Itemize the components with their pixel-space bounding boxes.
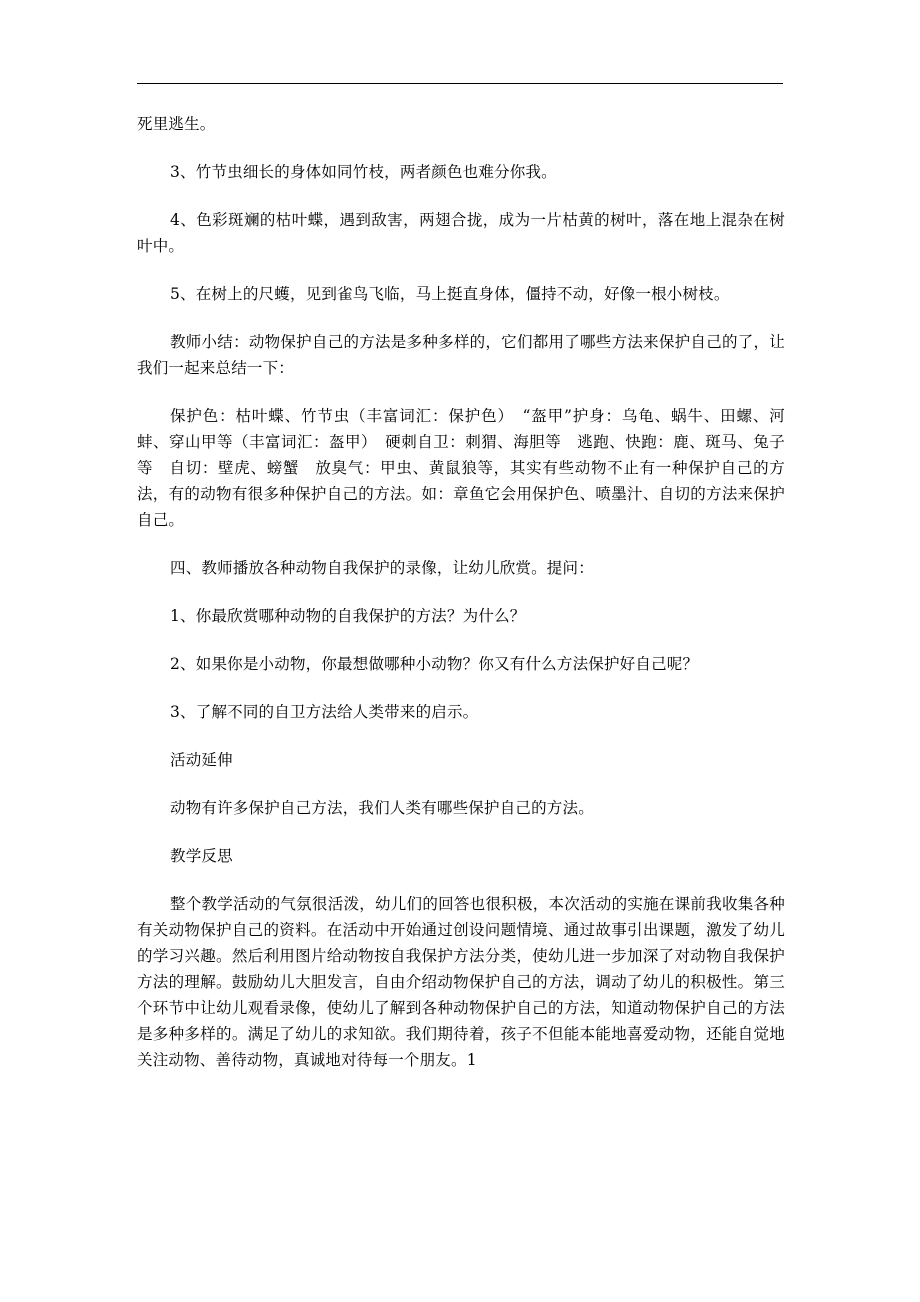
document-body (137, 111, 785, 1095)
paragraph-item-4: 4、色彩斑斓的枯叶蝶，遇到敌害，两翅合拢，成为一片枯黄的树叶，落在地上混杂在树叶中。 (137, 211, 785, 255)
paragraph-question-1: 1、你最欣赏哪种动物的自我保护的方法？为什么？ (170, 607, 526, 625)
paragraph-question-2: 2、如果你是小动物，你最想做哪种小动物？你又有什么方法保护好自己呢？ (170, 655, 699, 673)
paragraph-item-5: 5、在树上的尺蠖，见到雀鸟飞临，马上挺直身体，僵持不动，好像一根小树枝。 (170, 285, 730, 303)
paragraph-teacher-summary: 教师小结：动物保护自己的方法是多种多样的，它们都用了哪些方法来保护自己的了，让我们一起来总结一下： (137, 333, 785, 377)
paragraph-continuation: 死里逃生。 (137, 115, 216, 133)
paragraph-question-3: 3、了解不同的自卫方法给人类带来的启示。 (170, 703, 479, 721)
paragraph-section-four: 四、教师播放各种动物自我保护的录像，让幼儿欣赏。提问： (170, 559, 594, 577)
paragraph-protection-methods: 保护色：枯叶蝶、竹节虫（丰富词汇：保护色） “盔甲”护身：乌龟、蜗牛、田螺、河蚌、穿山甲等（丰富词汇：盔甲） 硬刺自卫：刺猬、海胆等 逃跑、快跑：鹿、斑马、兔子等 自切：壁虎、螃蟹 放臭气：甲虫、黄鼠狼等，其实有些动物不止有一种保护自己的方法，有的动物有很多种保护自己的方法。如：章鱼它会用保护色、喷墨汁、自切的方法来保护自己。 (137, 407, 785, 529)
heading-teaching-reflection: 教学反思 (170, 847, 233, 865)
header-rule (137, 83, 783, 84)
paragraph-item-3: 3、竹节虫细长的身体如同竹枝，两者颜色也难分你我。 (170, 163, 557, 181)
paragraph-teaching-reflection: 整个教学活动的气氛很活泼，幼儿们的回答也很积极，本次活动的实施在课前我收集各种有关动物保护自己的资料。在活动中开始通过创设问题情境、通过故事引出课题，激发了幼儿的学习兴趣。然后利用图片给动物按自我保护方法分类，使幼儿进一步加深了对动物自我保护方法的理解。鼓励幼儿大胆发言，自由介绍动物保护自己的方法，调动了幼儿的积极性。第三个环节中让幼儿观看录像，使幼儿了解到各种动物保护自己的方法，知道动物保护自己的方法是多种多样的。满足了幼儿的求知欲。我们期待着，孩子不但能本能地喜爱动物，还能自觉地关注动物、善待动物，真诚地对待每一个朋友。1 (137, 895, 785, 1069)
paragraph-activity-extension: 动物有许多保护自己方法，我们人类有哪些保护自己的方法。 (170, 799, 594, 817)
heading-activity-extension: 活动延伸 (170, 751, 233, 769)
